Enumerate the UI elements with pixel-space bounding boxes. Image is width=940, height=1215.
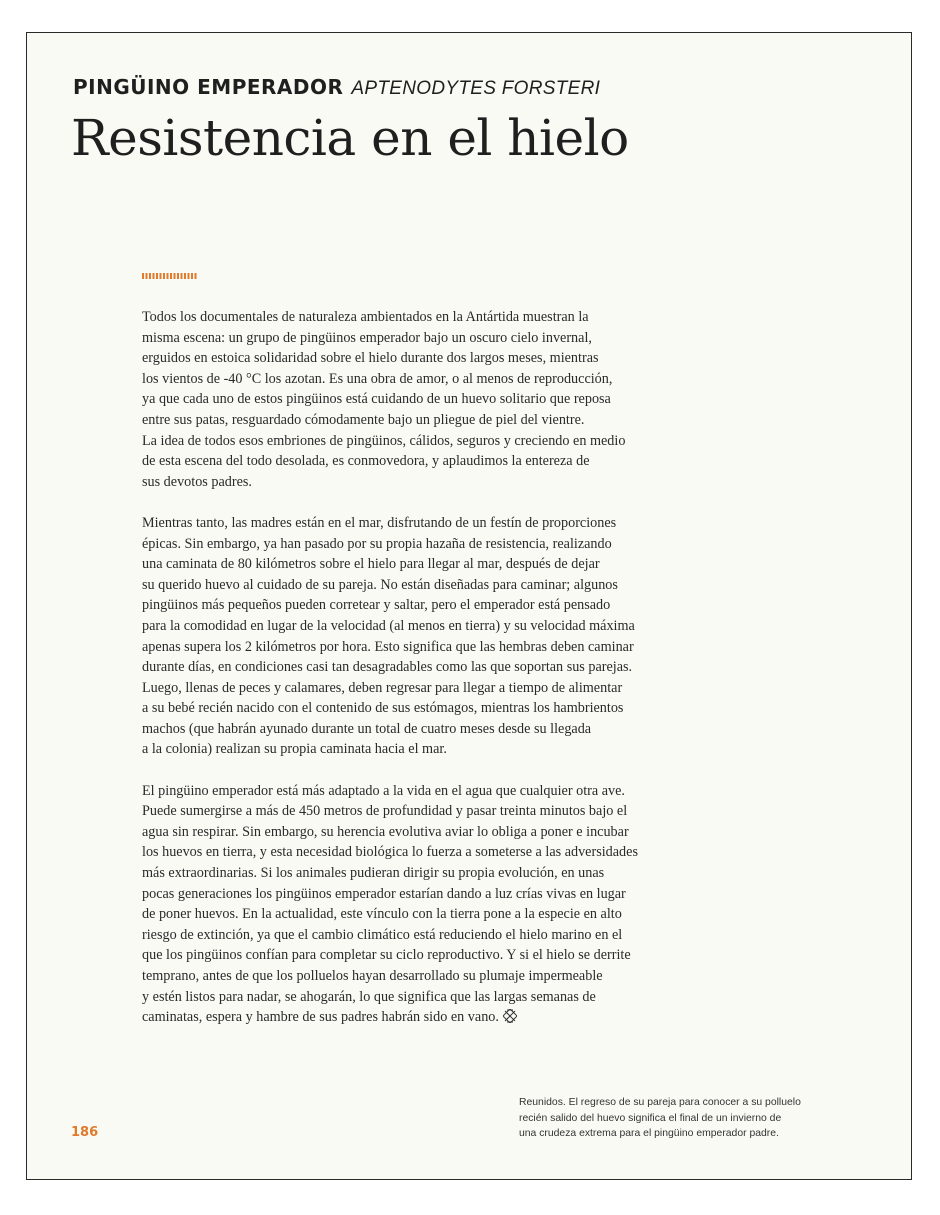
text-line: para la comodidad en lugar de la velocidad (al menos en tierra) y su velocidad máxima xyxy=(142,617,635,634)
text-line: riesgo de extinción, ya que el cambio climático está reduciendo el hielo marino en el xyxy=(142,926,623,943)
text-line: los vientos de -40 °C los azotan. Es una obra de amor, o al menos de reproducción, xyxy=(142,370,613,387)
text-line: erguidos en estoica solidaridad sobre el hielo durante dos largos meses, mientras xyxy=(142,350,599,367)
text-line: sus devotos padres. xyxy=(142,473,252,490)
page-title: Resistencia en el hielo xyxy=(71,109,629,167)
text-line: entre sus patas, resguardado cómodamente bajo un pliegue de piel del vientre. xyxy=(142,411,585,428)
text-line: pocas generaciones los pingüinos emperador estarían dando a luz crías vivas en lugar xyxy=(142,885,626,902)
section-kicker xyxy=(73,75,600,100)
text-line: que los pingüinos confían para completar su ciclo reproductivo. Y si el hielo se derrite xyxy=(142,947,631,964)
text-line: más extraordinarias. Si los animales pudieran dirigir su propia evolución, en unas xyxy=(142,865,605,882)
text-line: los huevos en tierra, y esta necesidad biológica lo fuerza a someterse a las adversidades xyxy=(142,844,638,861)
text-line: épicas. Sin embargo, ya han pasado por su propia hazaña de resistencia, realizando xyxy=(142,535,612,552)
text-line: de esta escena del todo desolada, es conmovedora, y aplaudimos la entereza de xyxy=(142,453,590,470)
text-line: apenas supera los 2 kilómetros por hora. Esto significa que las hembras deben caminar xyxy=(142,638,634,655)
text-line: pingüinos más pequeños pueden corretear y saltar, pero el emperador está pensado xyxy=(142,597,611,614)
text-line: agua sin respirar. Sin embargo, su herencia evolutiva aviar lo obliga a poner e incubar xyxy=(142,823,629,840)
caption-line: una crudeza extrema para el pingüino emperador padre. xyxy=(519,1128,779,1139)
caption-line: recién salido del huevo significa el final de un invierno de xyxy=(519,1112,782,1124)
page-number: 186 xyxy=(71,1125,99,1140)
species-name: PINGÜINO EMPERADOR xyxy=(73,75,344,99)
text-line: a la colonia) realizan su propia caminata hacia el mar. xyxy=(142,741,447,758)
text-line: La idea de todos esos embriones de pingüinos, cálidos, seguros y creciendo en medio xyxy=(142,432,626,449)
text-line: temprano, antes de que los polluelos hayan desarrollado su plumaje impermeable xyxy=(142,968,603,984)
caption-line: Reunidos. El regreso de su pareja para conocer a su polluelo xyxy=(519,1097,801,1108)
text-line: su querido huevo al cuidado de su pareja. No están diseñadas para caminar; algunos xyxy=(142,576,618,593)
text-line: a su bebé recién nacido con el contenido de sus estómagos, mientras los hambrientos xyxy=(142,700,624,717)
text-line: y estén listos para nadar, se ahogarán, lo que significa que las largas semanas de xyxy=(142,988,596,1005)
text-line-with-end-mark xyxy=(142,1007,672,1028)
text-line: durante días, en condiciones casi tan desagradables como las que soportan sus parejas. xyxy=(142,659,633,676)
body-paragraph xyxy=(142,513,672,760)
scientific-name: APTENODYTES FORSTERI xyxy=(351,78,601,99)
text-line: Luego, llenas de peces y calamares, deben regresar para llegar a tiempo de alimentar xyxy=(142,679,623,696)
body-paragraph xyxy=(142,307,672,492)
text-line: Puede sumergirse a más de 450 metros de profundidad y pasar treinta minutos bajo el xyxy=(142,803,628,820)
text-line: misma escena: un grupo de pingüinos emperador bajo un oscuro cielo invernal, xyxy=(142,329,592,346)
text-line: una caminata de 80 kilómetros sobre el hielo para llegar al mar, después de dejar xyxy=(142,556,600,573)
text-line: Mientras tanto, las madres están en el mar, disfrutando de un festín de proporciones xyxy=(142,514,617,531)
text-line: caminatas, espera y hambre de sus padres habrán sido en vano. xyxy=(142,1009,499,1026)
text-line: de poner huevos. En la actualidad, este vínculo con la tierra pone a la especie en alto xyxy=(142,906,622,923)
photo-caption xyxy=(519,1095,849,1142)
text-line: machos (que habrán ayunado durante un total de cuatro meses desde su llegada xyxy=(142,720,592,737)
text-line: El pingüino emperador está más adaptado a la vida en el agua que cualquier otra ave. xyxy=(142,782,625,799)
text-line: Todos los documentales de naturaleza ambientados en la Antártida muestran la xyxy=(142,309,589,325)
text-line: ya que cada uno de estos pingüinos está cuidando de un huevo solitario que reposa xyxy=(142,391,611,408)
ornament-end-icon xyxy=(503,1009,517,1023)
article-body xyxy=(142,307,672,1028)
book-page xyxy=(26,32,912,1180)
orange-dash-ornament xyxy=(142,273,198,279)
body-paragraph xyxy=(142,781,672,1028)
